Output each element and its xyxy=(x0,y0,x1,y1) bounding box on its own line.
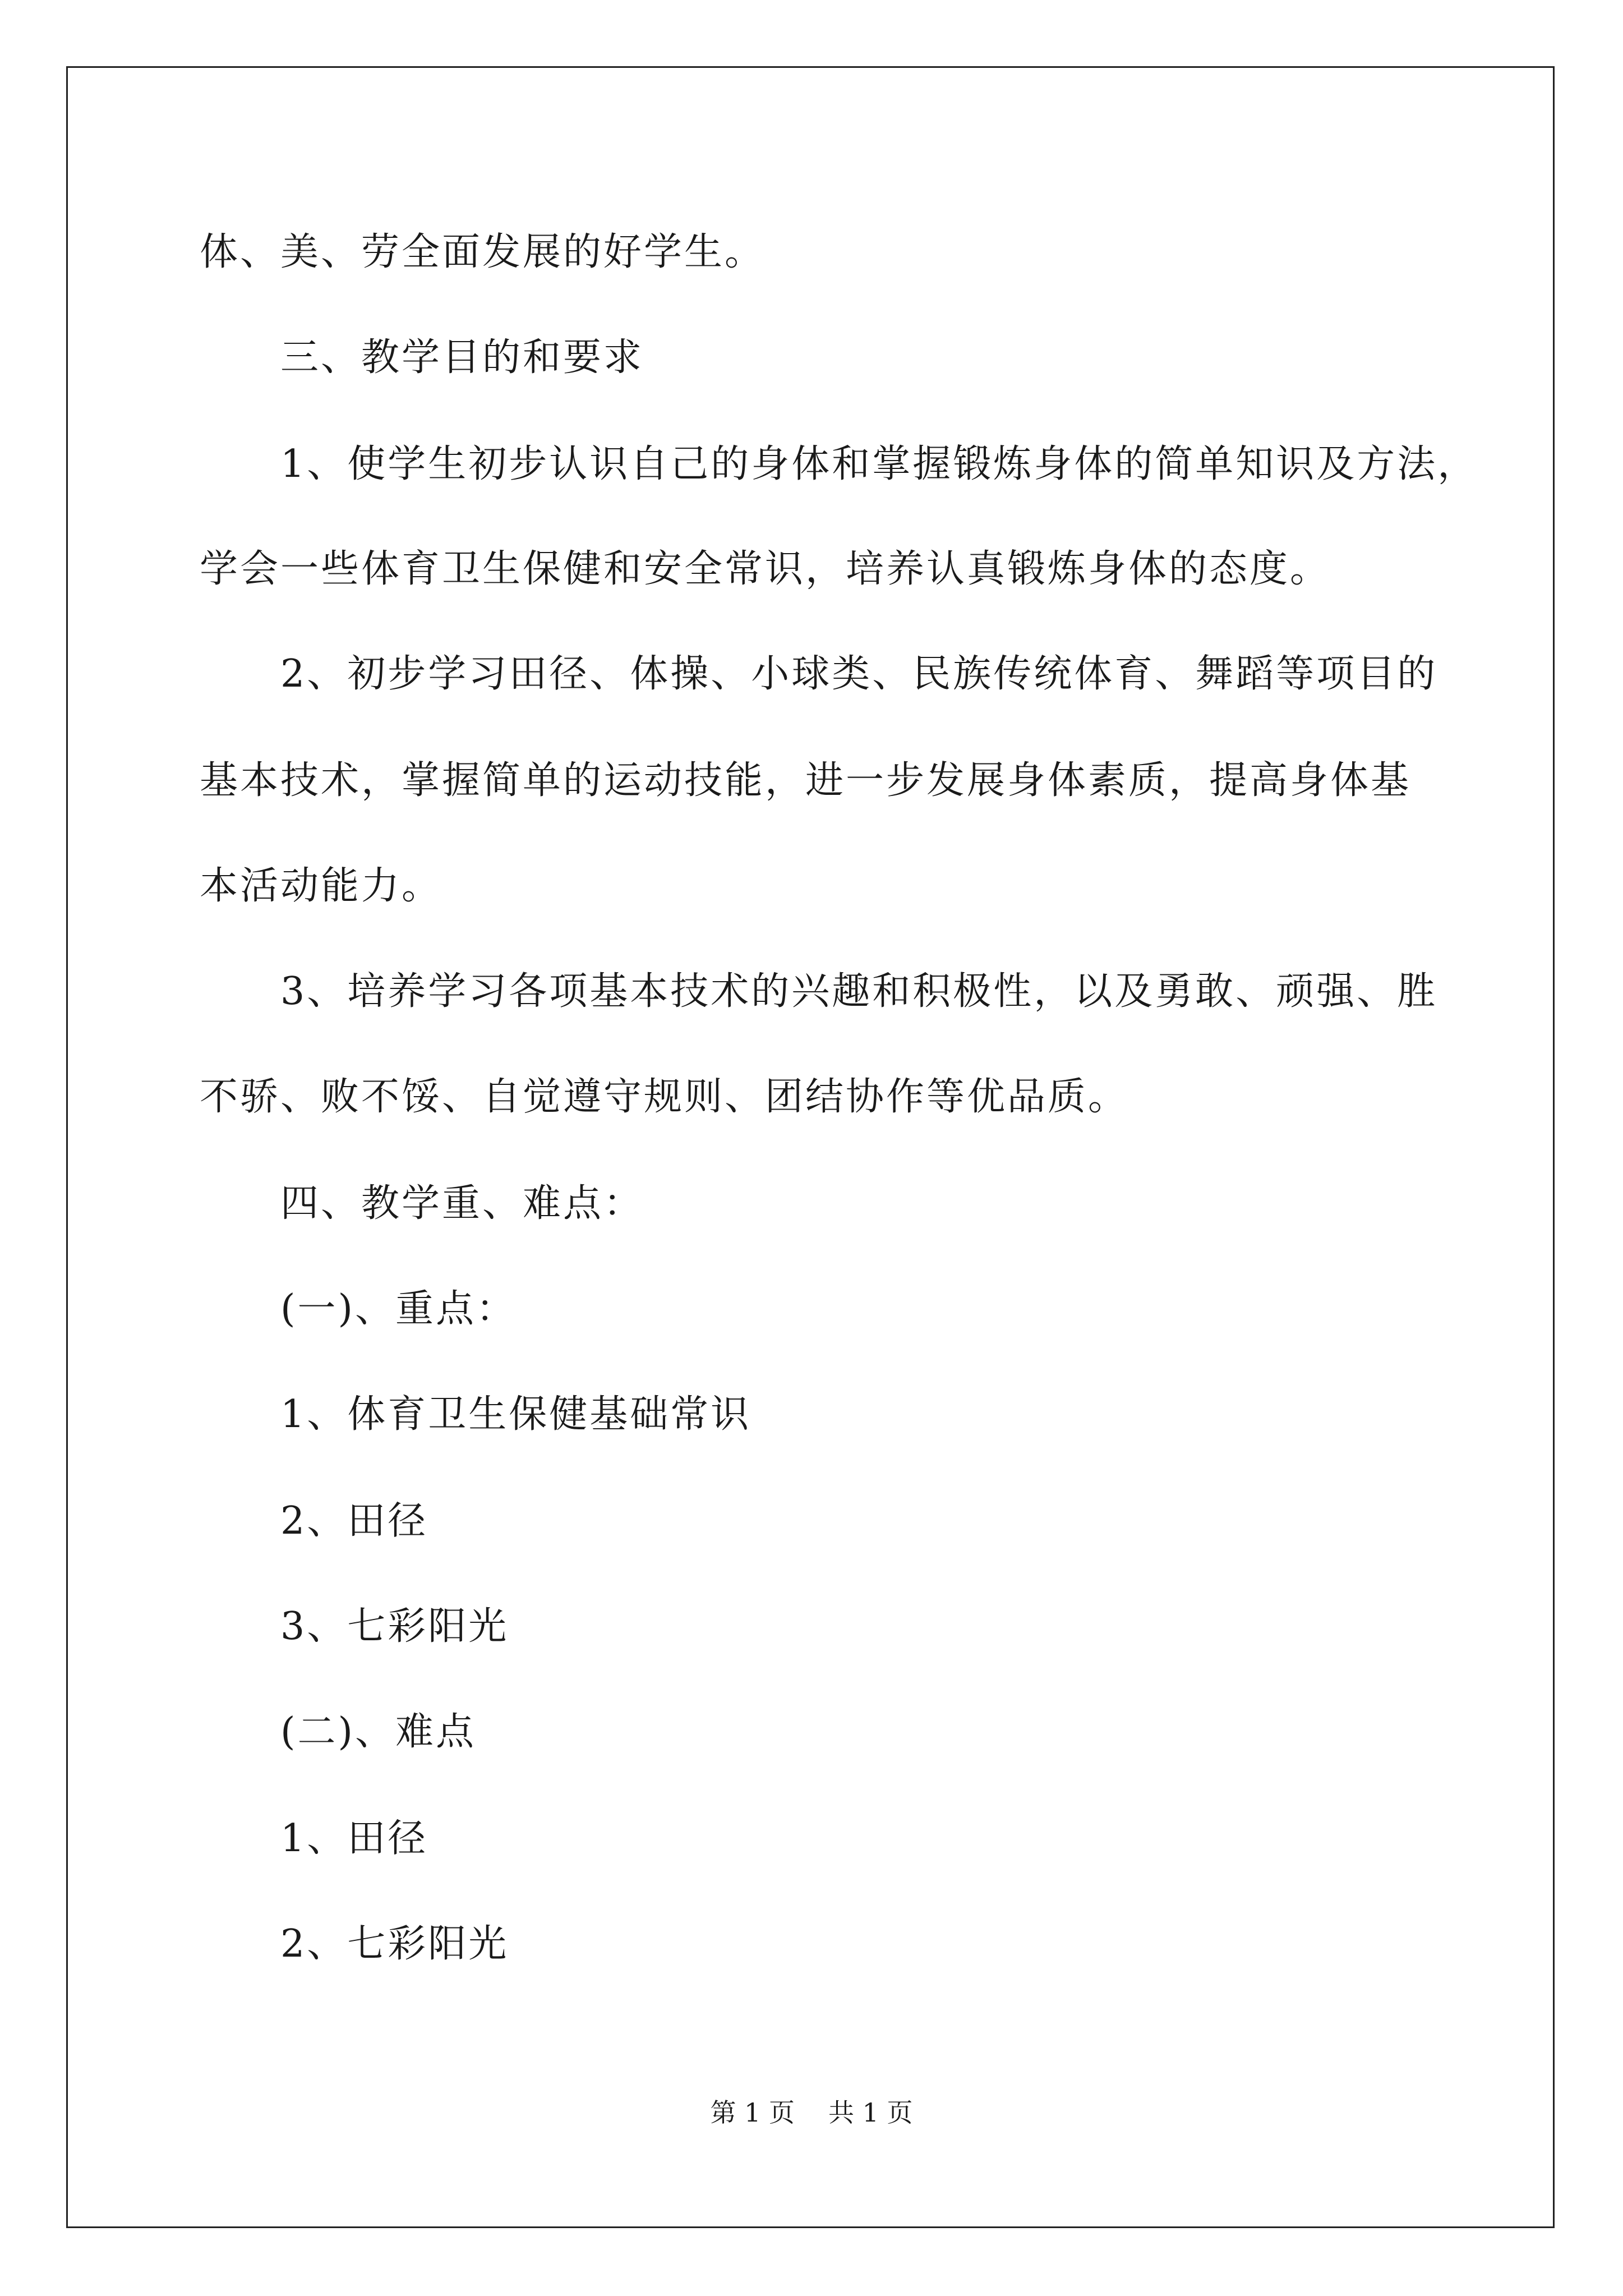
paragraph-line: 不骄、败不馁、自觉遵守规则、团结协作等优品质。 xyxy=(200,1075,1129,1119)
page-total: 共 1 页 xyxy=(828,2097,913,2128)
section-heading: 三、教学目的和要求 xyxy=(280,335,644,380)
list-item: 1、田径 xyxy=(280,1816,428,1861)
page-footer xyxy=(0,2097,1623,2128)
list-item: 2、七彩阳光 xyxy=(280,1922,509,1966)
paragraph-line: 2、初步学习田径、体操、小球类、民族传统体育、舞蹈等项目的 xyxy=(280,652,1438,696)
paragraph-line: 学会一些体育卫生保健和安全常识，培养认真锻炼身体的态度。 xyxy=(200,547,1331,591)
list-item: 2、田径 xyxy=(280,1499,428,1543)
list-item: 1、体育卫生保健基础常识 xyxy=(280,1392,751,1437)
paragraph-line: 本活动能力。 xyxy=(200,864,442,908)
paragraph-line: 基本技术，掌握简单的运动技能，进一步发展身体素质，提高身体基 xyxy=(200,758,1412,803)
page-border xyxy=(66,66,1555,2228)
page-number: 第 1 页 xyxy=(710,2097,795,2128)
paragraph-line: 3、培养学习各项基本技术的兴趣和积极性，以及勇敢、顽强、胜 xyxy=(280,969,1438,1014)
paragraph-line: 体、美、劳全面发展的好学生。 xyxy=(200,230,766,274)
subsection-heading: (二)、难点 xyxy=(280,1710,477,1754)
subsection-heading: (一)、重点： xyxy=(280,1287,517,1331)
paragraph-line: 1、使学生初步认识自己的身体和掌握锻炼身体的简单知识及方法， xyxy=(280,442,1478,486)
section-heading: 四、教学重、难点： xyxy=(280,1181,644,1226)
list-item: 3、七彩阳光 xyxy=(280,1604,509,1649)
